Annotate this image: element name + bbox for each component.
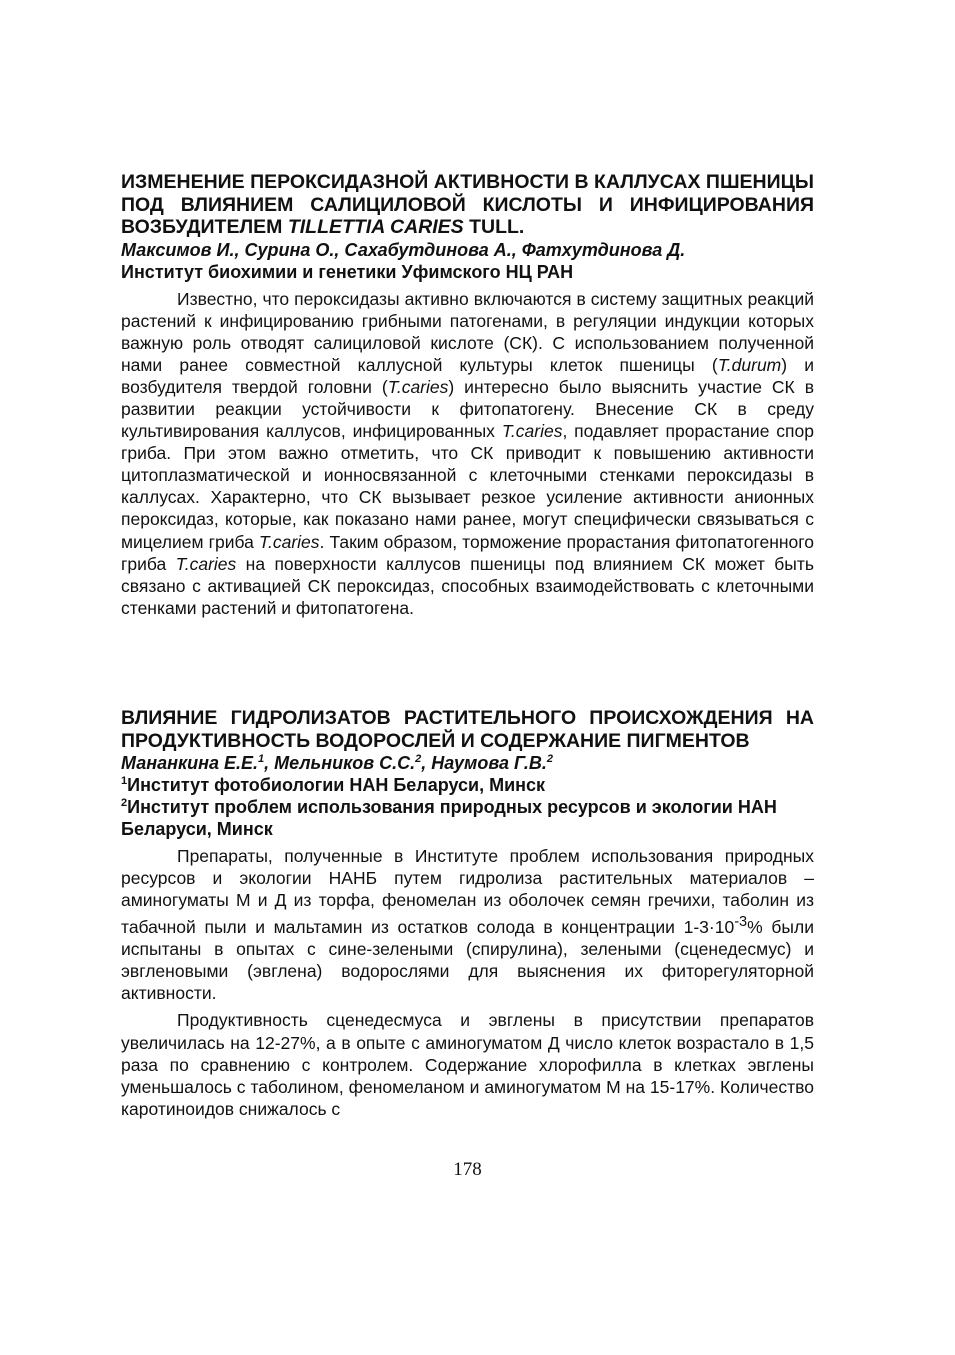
article-1-body: Известно, что пероксидазы активно включаются в систему защитных реакций растений к инфицированию грибными патогенами, в регуляции индукции которых важную роль отводят салициловой кислоте (СК). С использованием полученной нами ранее совместной каллусной культуры клеток пшеницы (T.durum) и возбудителя твердой головни (T.caries) интересно было выяснить участие СК в развитии реакции устойчивости к фитопатогену. Внесение СК в среду культивирования каллусов, инфицированных T.caries, подавляет прорастание спор гриба. При этом важно отметить, что СК приводит к повышению активности цитоплазматической и ионносвязанной с клеточными стенками пероксидазы в каллусах. Характерно, что СК вызывает резкое усиление активности анионных пероксидаз, которые, как показано нами ранее, могут специфически связываться с мицелием гриба T.caries. Таким образом, торможение прорастания фитопатогенного гриба T.caries на поверхности каллусов пшеницы под влиянием СК может быть связано с активацией СК пероксидаз, способных взаимодействовать с клеточными стенками растений и фитопатогена. bbox=[121, 288, 815, 618]
article-1-title: ИЗМЕНЕНИЕ ПЕРОКСИДАЗНОЙ АКТИВНОСТИ В КАЛЛУСАХ ПШЕНИЦЫ ПОД ВЛИЯНИЕМ САЛИЦИЛОВОЙ КИСЛОТЫ И ИНФИЦИРОВАНИЯ ВОЗБУДИТЕЛЕМ TILLETTIA CARIES TULL. bbox=[121, 171, 814, 238]
article-2-authors: Мананкина Е.Е.$^1$, Мельников С.С.$^2$, Наумова Г.В.$^2$ bbox=[121, 753, 554, 773]
article-2-title: ВЛИЯНИЕ ГИДРОЛИЗАТОВ РАСТИТЕЛЬНОГО ПРОИСХОЖДЕНИЯ НА ПРОДУКТИВНОСТЬ ВОДОРОСЛЕЙ И СОДЕРЖАНИЕ ПИГМЕНТОВ bbox=[121, 707, 814, 752]
article-2-affiliation-1: $^1$Институт фотобиологии НАН Беларуси, Минск bbox=[121, 775, 546, 795]
article-1 bbox=[121, 171, 814, 619]
article-2-affiliation-2: $^2$Институт проблем использования природных ресурсов и экологии НАН Беларуси, Минск bbox=[121, 797, 777, 839]
pathogen-species-name: TILLETTIA CARIES bbox=[287, 216, 464, 238]
page-number: 178 bbox=[453, 1159, 482, 1180]
article-2-body-paragraph-2: Продуктивность сценедесмуса и эвглены в присутствии препаратов увеличилась на 12-27%, а в опыте с аминогуматом Д число клеток возрастало в 1,5 раза по сравнению с контролем. Содержание хлорофилла в клетках эвглены уменьшалось с таболином, феномеланом и аминогуматом М на 15-17%. Количество каротиноидов снижалось с bbox=[121, 1010, 814, 1119]
article-2 bbox=[121, 707, 814, 1120]
article-1-authors: Максимов И., Сурина О., Сахабутдинова А., Фатхутдинова Д. bbox=[121, 239, 686, 260]
article-2-body-paragraph-1: Препараты, полученные в Институте проблем использования природных ресурсов и экологии НАНБ путем гидролиза растительных материалов – аминогуматы М и Д из торфа, феномелан из оболочек семян гречихи, таболин из табачной пыли и мальтамин из остатков солода в концентрации $1-3\cdot 10^{-3}\%$ были испытаны в опытах с сине-зелеными (спирулина), зелеными (сценедесмус) и эвгленовыми (эвглена) водорослями для выяснения их фиторегуляторной активности. bbox=[121, 846, 814, 1004]
article-1-affiliation: Институт биохимии и генетики Уфимского НЦ РАН bbox=[121, 261, 574, 282]
